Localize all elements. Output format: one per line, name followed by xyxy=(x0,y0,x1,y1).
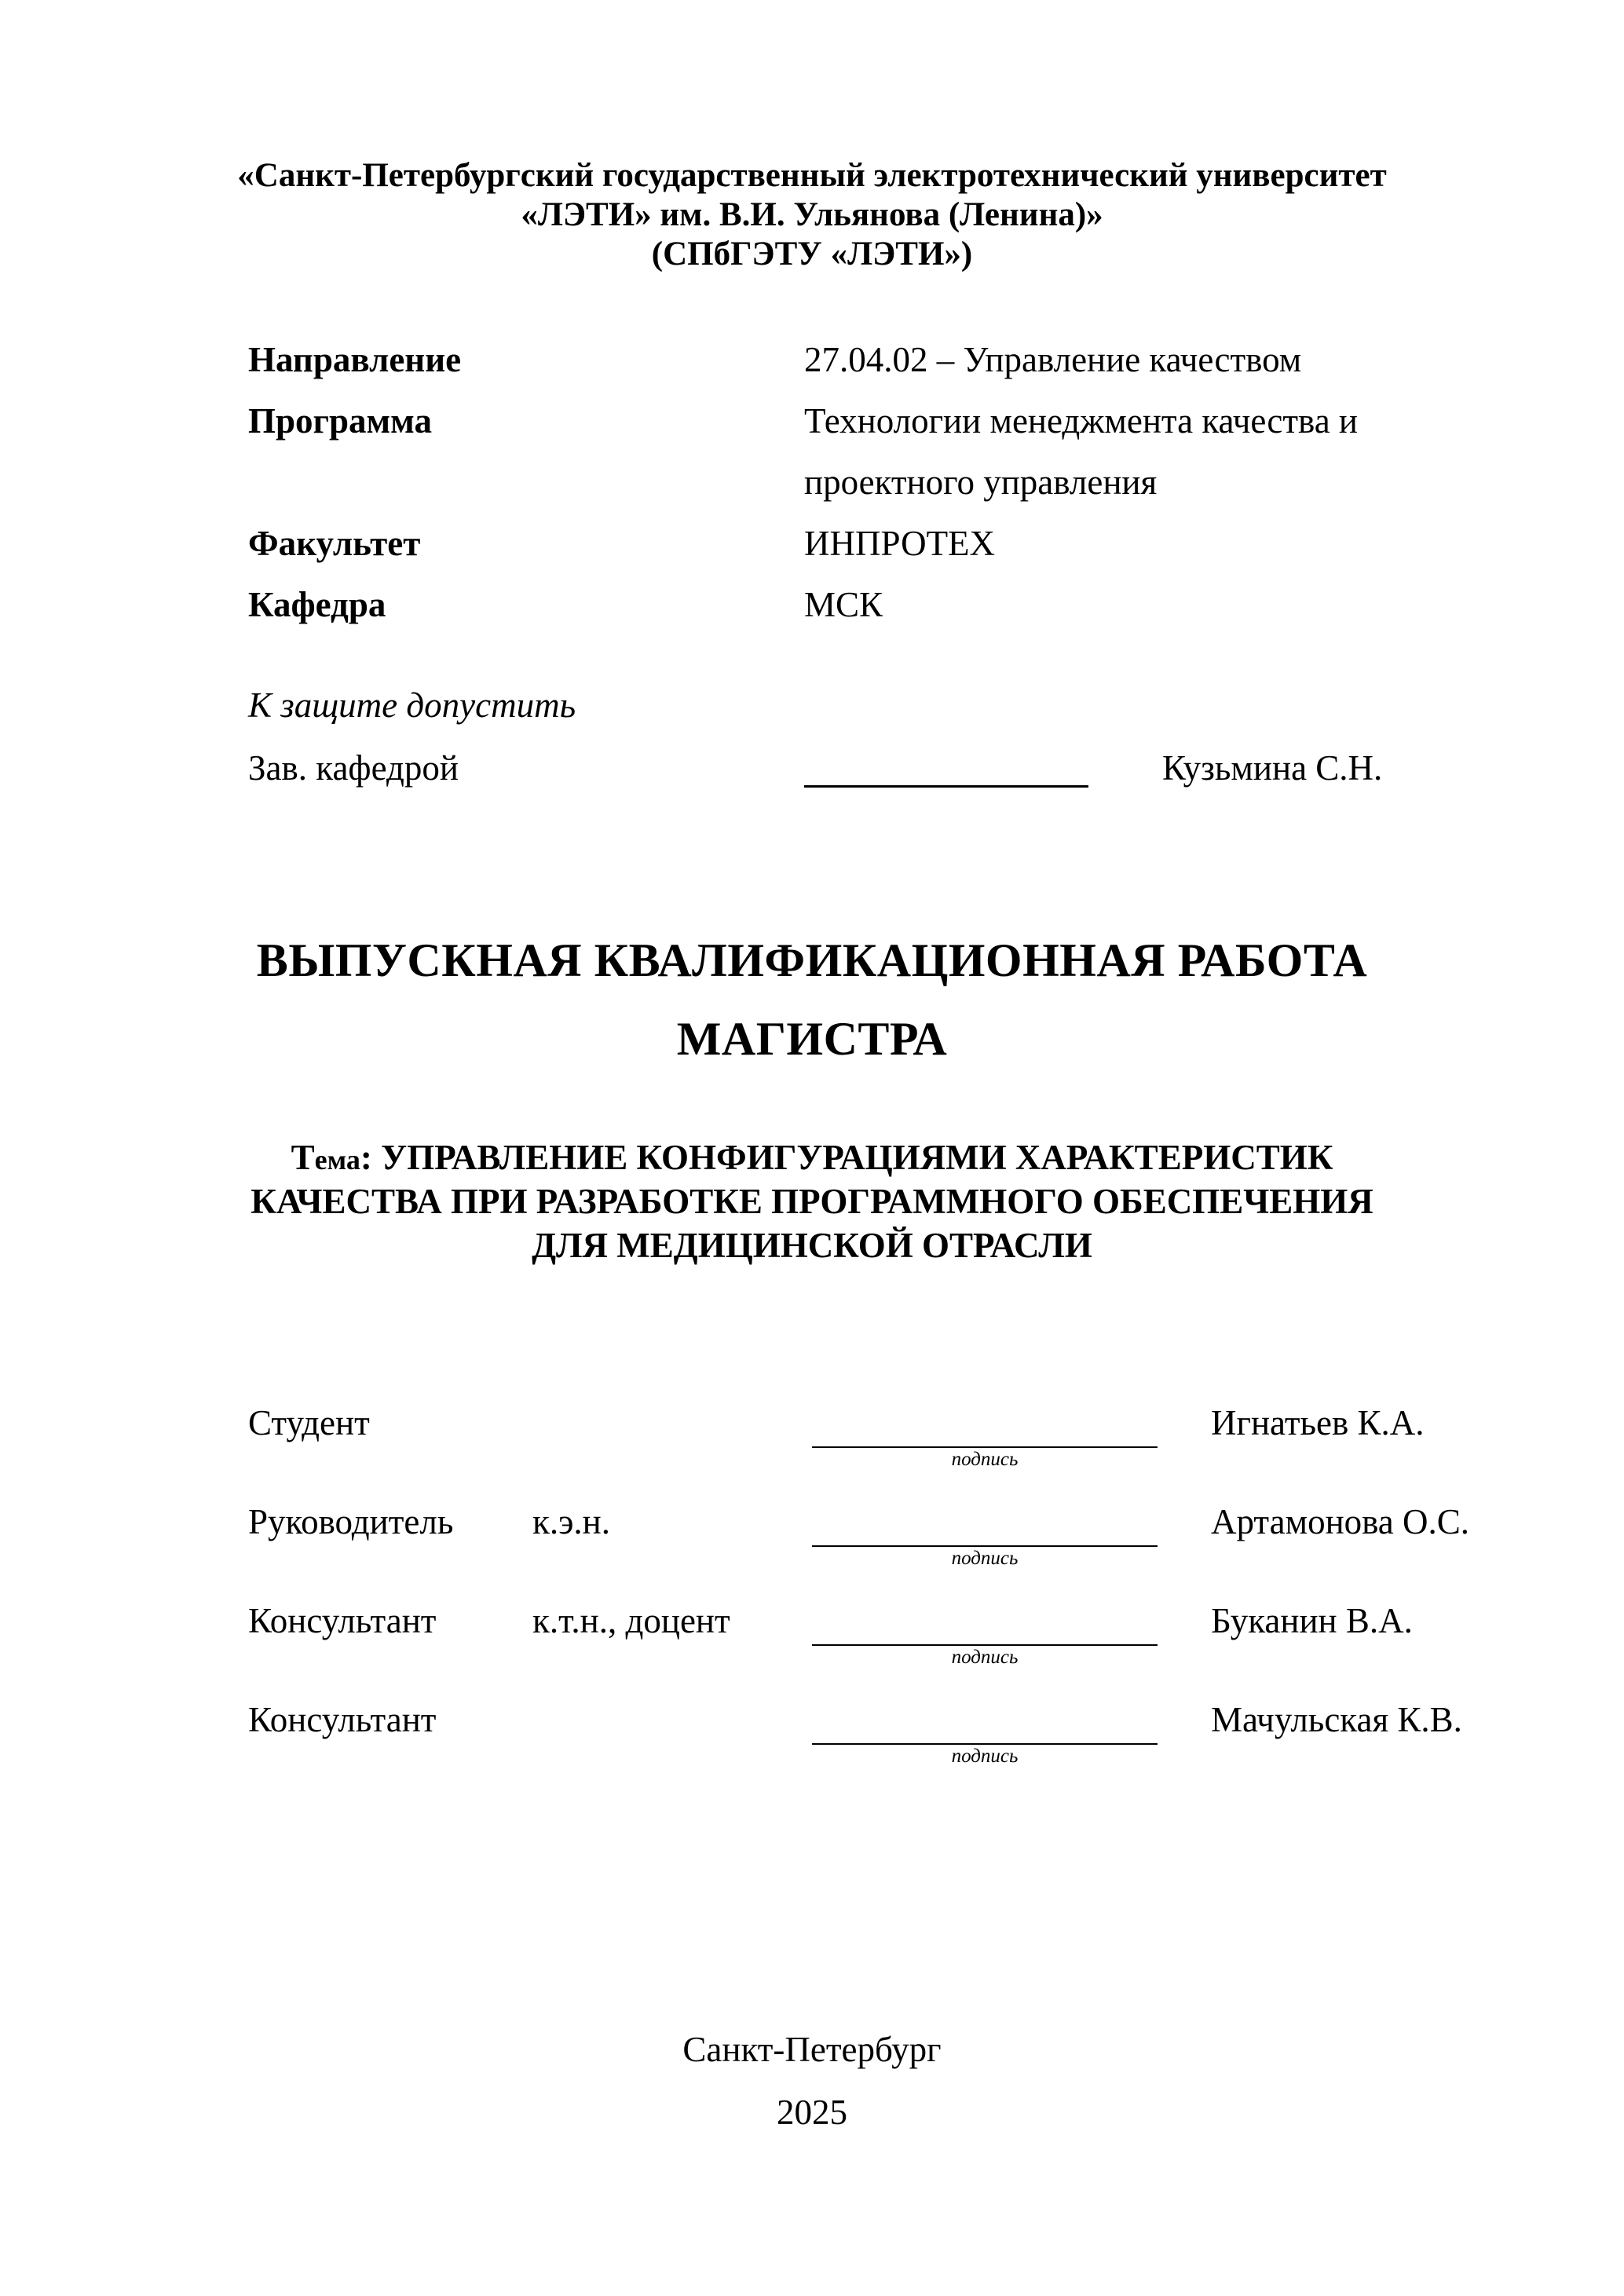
direction-value: 27.04.02 – Управление качеством xyxy=(804,340,1302,379)
program-value-line-1: Технологии менеджмента качества и xyxy=(804,401,1359,441)
topic-line-1 xyxy=(0,1135,1624,1182)
signature-row-role: Консультант xyxy=(248,1601,437,1640)
footer-year: 2025 xyxy=(777,2093,847,2132)
university-name-line-2: «ЛЭТИ» им. В.И. Ульянова (Ленина)» xyxy=(521,196,1103,233)
signature-caption: подпись xyxy=(951,1647,1019,1668)
topic-text-line-1: УПРАВЛЕНИЕ КОНФИГУРАЦИЯМИ ХАРАКТЕРИСТИК xyxy=(381,1138,1333,1177)
topic-prefix: Тема: xyxy=(291,1138,372,1177)
program-value-line-2: проектного управления xyxy=(804,462,1158,502)
signature-row-degree: к.т.н., доцент xyxy=(532,1601,730,1640)
program-label: Программа xyxy=(248,401,432,441)
university-name-line-1: «Санкт-Петербургский государственный электротехнический университет xyxy=(237,157,1387,194)
topic-line-3: ДЛЯ МЕДИЦИНСКОЙ ОТРАСЛИ xyxy=(532,1226,1092,1265)
faculty-label: Факультет xyxy=(248,524,421,563)
signature-row-name: Игнатьев К.А. xyxy=(1211,1403,1425,1442)
footer-city: Санкт-Петербург xyxy=(682,2030,942,2069)
direction-label: Направление xyxy=(248,340,462,379)
signature-row-name: Мачульская К.В. xyxy=(1211,1700,1462,1739)
work-title-line-1: ВЫПУСКНАЯ КВАЛИФИКАЦИОННАЯ РАБОТА xyxy=(256,934,1368,986)
head-of-department-label: Зав. кафедрой xyxy=(248,748,459,788)
signature-row-name: Буканин В.А. xyxy=(1211,1601,1413,1640)
signature-row-role: Студент xyxy=(248,1403,370,1442)
topic-line-2: КАЧЕСТВА ПРИ РАЗРАБОТКЕ ПРОГРАММНОГО ОБЕСПЕЧЕНИЯ xyxy=(251,1182,1373,1221)
head-of-department-name: Кузьмина С.Н. xyxy=(1162,748,1383,788)
signature-caption: подпись xyxy=(951,1449,1019,1470)
faculty-value: ИНПРОТЕХ xyxy=(804,524,996,563)
university-abbreviation: (СПбГЭТУ «ЛЭТИ») xyxy=(651,236,973,272)
head-signature-line xyxy=(804,785,1088,788)
signature-row-role: Консультант xyxy=(248,1700,437,1739)
work-title-line-2: МАГИСТРА xyxy=(676,1013,948,1065)
admit-to-defense-text: К защите допустить xyxy=(248,686,576,725)
department-label: Кафедра xyxy=(248,585,386,624)
signature-caption: подпись xyxy=(951,1746,1019,1767)
department-value: МСК xyxy=(804,585,883,624)
signature-row-degree: к.э.н. xyxy=(532,1502,611,1541)
signature-caption: подпись xyxy=(951,1548,1019,1569)
signature-row-role: Руководитель xyxy=(248,1502,454,1541)
signature-row-name: Артамонова О.С. xyxy=(1211,1502,1470,1541)
